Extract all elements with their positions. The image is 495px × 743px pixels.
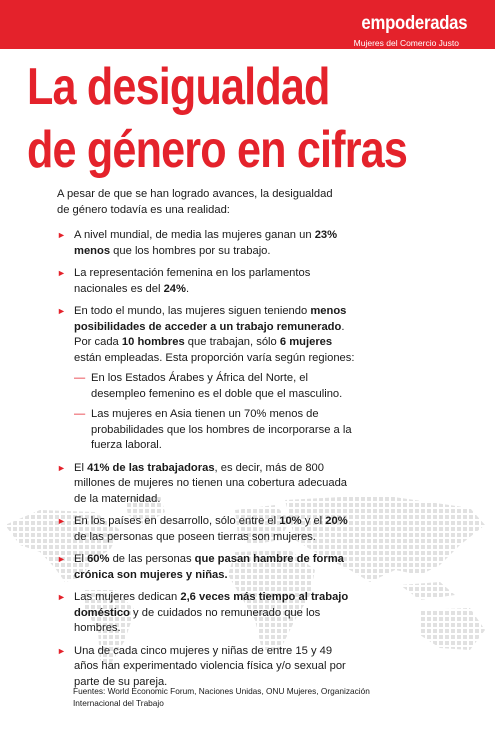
item-highlight: 41% de las trabajadoras xyxy=(87,461,215,474)
sub-item-text: En los Estados Árabes y África del Norte, el desempleo femenino es el doble que el masculino. xyxy=(91,372,343,400)
list-item xyxy=(57,590,357,637)
sub-item-text: Las mujeres en Asia tienen un 70% menos de probabilidades que los hombres de incorporarse a la fuerza laboral. xyxy=(91,408,352,451)
title-line-2: de género en cifras xyxy=(27,121,408,179)
page-title xyxy=(27,56,407,182)
intro-line: A pesar de que se han logrado avances, la desigualdad xyxy=(57,188,333,200)
item-text: . Por cada xyxy=(74,320,345,348)
triangle-bullet-icon: ► xyxy=(57,592,66,602)
item-text: , es decir, más de 800 millones de mujeres no tienen una cobertura adecuada de la maternidad. xyxy=(74,461,348,505)
item-highlight: 10% xyxy=(279,515,302,527)
list-item xyxy=(57,461,357,508)
item-text: El xyxy=(74,553,88,565)
triangle-bullet-icon: ► xyxy=(57,306,66,316)
brand-logo: empoderadas xyxy=(361,13,467,34)
triangle-bullet-icon: ► xyxy=(57,645,66,656)
triangle-bullet-icon: ► xyxy=(57,268,66,278)
item-text: Una de cada cinco mujeres y niñas de entre 15 y 49 años han experimentado violencia física y/o sexual por parte de su pareja. xyxy=(74,644,346,688)
list-item xyxy=(57,514,357,545)
item-text: y el xyxy=(301,515,326,527)
list-item xyxy=(57,552,357,583)
sub-list-item xyxy=(74,407,357,454)
item-text: En los países en desarrollo, sólo entre el xyxy=(74,515,280,527)
dash-bullet-icon: — xyxy=(74,372,86,384)
item-text: de las personas xyxy=(109,553,195,565)
stats-list xyxy=(57,228,357,697)
intro-text xyxy=(57,186,387,218)
item-text: de las personas que poseen tierras son mujeres. xyxy=(74,530,316,543)
item-text: están empleadas. Esta proporción varía según regiones: xyxy=(74,351,355,364)
list-item xyxy=(57,304,357,454)
sub-list-item xyxy=(74,371,357,402)
triangle-bullet-icon: ► xyxy=(57,230,66,240)
item-highlight: 2,6 veces más tiempo al trabajo doméstico xyxy=(74,591,349,619)
item-highlight: 23% menos xyxy=(74,229,338,257)
item-text: que los hombres por su trabajo. xyxy=(110,244,271,257)
item-highlight: 24% xyxy=(163,282,186,295)
sources-note: Fuentes: World Economic Forum, Naciones Unidas, ONU Mujeres, Organización Internacional del Trabajo xyxy=(73,686,370,708)
title-line-1: La desigualdad xyxy=(27,58,330,116)
item-text: y de cuidados no remunerado que los hombres. xyxy=(74,606,321,634)
item-text: La representación femenina en los parlamentos nacionales es del xyxy=(74,267,311,295)
item-text: En todo el mundo, las mujeres siguen teniendo xyxy=(74,305,311,317)
list-item xyxy=(57,228,357,259)
brand-subtitle: Mujeres del Comercio Justo xyxy=(353,38,459,48)
list-item xyxy=(57,266,357,297)
intro-line: de género todavía es una realidad: xyxy=(57,204,230,216)
item-highlight: que pasan hambre de forma crónica son mujeres y niñas. xyxy=(74,553,344,581)
item-highlight: menos posibilidades de acceder a un trabajo remunerado xyxy=(74,305,347,333)
item-text: El xyxy=(74,461,88,474)
item-highlight: 20% xyxy=(325,515,348,527)
triangle-bullet-icon: ► xyxy=(57,462,66,473)
header-bar xyxy=(0,0,495,49)
item-text: Las mujeres dedican xyxy=(74,591,181,603)
item-text: A nivel mundial, de media las mujeres ganan un xyxy=(74,229,315,241)
item-highlight: 10 hombres xyxy=(121,336,185,348)
item-highlight: 60% xyxy=(87,553,110,565)
item-text: que trabajan, sólo xyxy=(184,336,280,348)
item-text: . xyxy=(185,282,190,295)
item-highlight: 6 mujeres xyxy=(279,336,333,348)
triangle-bullet-icon: ► xyxy=(57,554,66,564)
triangle-bullet-icon: ► xyxy=(57,516,66,526)
list-item xyxy=(57,644,357,691)
dash-bullet-icon: — xyxy=(74,408,86,420)
sub-list xyxy=(74,371,357,454)
